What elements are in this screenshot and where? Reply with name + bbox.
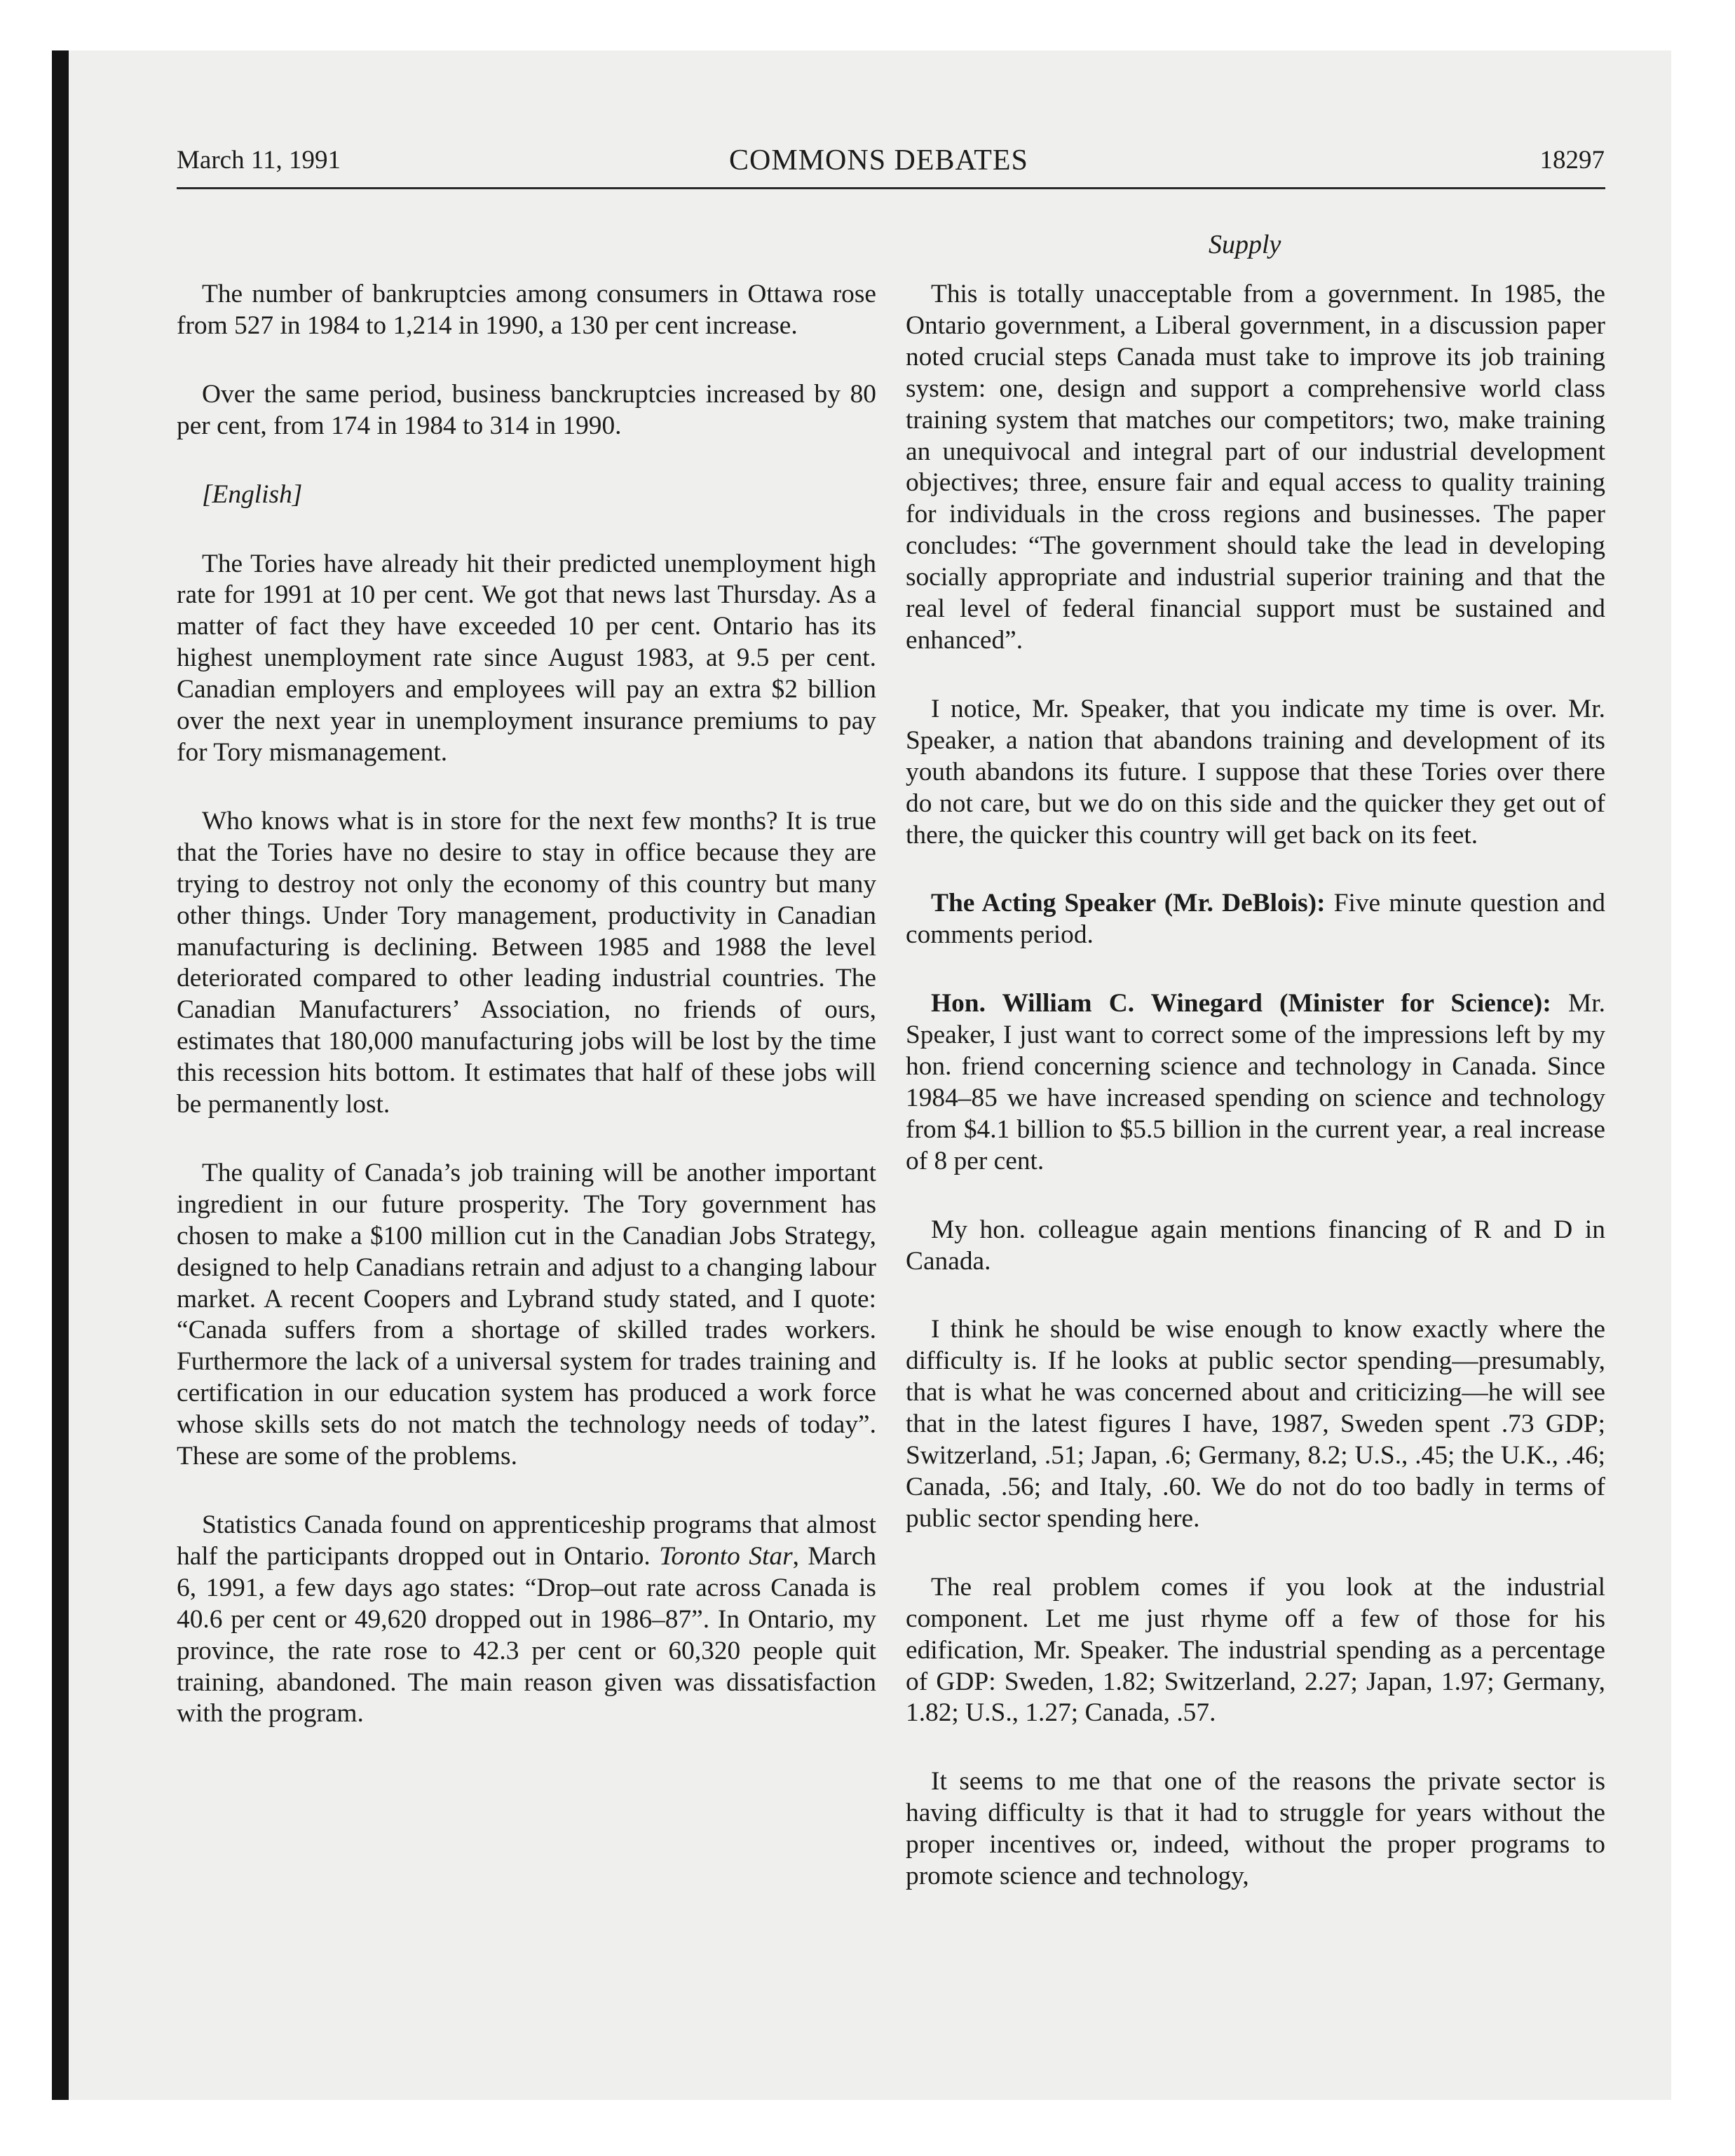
header-date: March 11, 1991 <box>177 146 341 175</box>
paragraph-text: Statistics Canada found on apprenticeship programs that almost half the participants dropped out in Ontario. <box>177 1510 876 1571</box>
language-tag <box>177 479 876 511</box>
speaker-paragraph <box>906 888 1605 951</box>
paragraph-text: Five minute question and comments period. <box>906 889 1605 950</box>
speaker-name: Hon. William C. Winegard (Minister for Science): <box>931 989 1551 1018</box>
paragraph: The number of bankruptcies among consumers in Ottawa rose from 527 in 1984 to 1,214 in 1990, a 130 per cent increase. <box>177 280 876 340</box>
language-tag-text: [English] <box>202 479 303 509</box>
paragraph: Over the same period, business banckruptcies increased by 80 per cent, from 174 in 1984 to 314 in 1990. <box>177 379 876 440</box>
paragraph <box>177 1510 876 1730</box>
paragraph-text: Mr. Speaker, I just want to correct some of the impressions left by my hon. friend concerning science and technology in Canada. Since 1984–85 we have increased spending on science and technology from $4.1 billion to $5.5 billion in the current year, a real increase of 8 per cent. <box>906 989 1605 1175</box>
scan-shadow-edge <box>52 50 69 2100</box>
paragraph: It seems to me that one of the reasons the private sector is having difficulty is that it had to struggle for years without the proper incentives or, indeed, without the proper programs to promote science and technology, <box>906 1767 1605 1891</box>
section-label: Supply <box>1209 230 1281 259</box>
paragraph: The Tories have already hit their predicted unemployment high rate for 1991 at 10 per cent. We got that news last Thursday. As a matter of fact they have exceeded 10 per cent. Ontario has its highest unemployment rate since August 1983, at 9.5 per cent. Canadian employers and employees will pay an extra $2 billion over the next year in unemployment insurance premiums to pay for Tory mismanagement. <box>177 549 876 767</box>
right-column <box>906 279 1605 1930</box>
header-publication: COMMONS DEBATES <box>729 144 1028 177</box>
paragraph: I think he should be wise enough to know exactly where the difficulty is. If he looks at public sector spending—presumably, that is what he was concerned about and criticizing—he will see that in the latest figures I have, 1987, Sweden spent .73 GDP; Switzerland, .51; Japan, .6; Germany, 8.2; U.S., .45; the U.K., .46; Canada, .56; and Italy, .60. We do not do too badly in terms of public sector spending here. <box>906 1315 1605 1533</box>
paragraph: The quality of Canada’s job training will be another important ingredient in our future prosperity. The Tory government has chosen to make a $100 million cut in the Canadian Jobs Strategy, designed to help Canadians retrain and adjust to a changing labour market. A recent Coopers and Lybrand study stated, and I quote: “Canada suffers from a shortage of skilled trades workers. Furthermore the lack of a universal system for trades training and certification in our education system has produced a work force whose skills sets do not match the technology needs of today”. These are some of the problems. <box>177 1158 876 1471</box>
header-rule <box>177 187 1605 189</box>
left-column <box>177 279 876 1767</box>
paragraph-text: , March 6, 1991, a few days ago states: “Drop–out rate across Canada is 40.6 per cent or 49,620 dropped out in 1986–87”. In Ontario, my province, the rate rose to 42.3 per cent or 60,320 people quit training, abandoned. The main reason given was dissatisfaction with the program. <box>177 1541 877 1728</box>
newspaper-title: Toronto Star <box>659 1541 793 1571</box>
paragraph: The real problem comes if you look at the industrial component. Let me just rhyme off a few of those for his edification, Mr. Speaker. The industrial spending as a percentage of GDP: Sweden, 1.82; Switzerland, 2.27; Japan, 1.97; Germany, 1.82; U.S., 1.27; Canada, .57. <box>906 1572 1605 1728</box>
paragraph: My hon. colleague again mentions financing of R and D in Canada. <box>906 1215 1605 1276</box>
paragraph: Who knows what is in store for the next few months? It is true that the Tories have no desire to stay in office because they are trying to destroy not only the economy of this country but many other things. Under Tory management, productivity in Canadian manufacturing is declining. Between 1985 and 1988 the level deteriorated compared to other leading industrial countries. The Canadian Manufacturers’ Association, no friends of ours, estimates that 180,000 manufacturing jobs will be lost by the time this recession hits bottom. It estimates that half of these jobs will be permanently lost. <box>177 806 876 1119</box>
speaker-paragraph <box>906 988 1605 1177</box>
paragraph: This is totally unacceptable from a government. In 1985, the Ontario government, a Liberal government, in a discussion paper noted crucial steps Canada must take to improve its job training system: one, design and support a comprehensive world class training system that matches our competitors; two, make training an unequivocal and integral part of our industrial development objectives; three, ensure fair and equal access to quality training for individuals in the cross regions and businesses. The paper concludes: “The government should take the lead in developing socially appropriate and industrial superior training and that the real level of federal financial support must be sustained and enhanced”. <box>906 280 1605 655</box>
speaker-name: The Acting Speaker (Mr. DeBlois): <box>931 889 1326 918</box>
header-page-number: 18297 <box>1539 146 1605 175</box>
paragraph: I notice, Mr. Speaker, that you indicate my time is over. Mr. Speaker, a nation that abandons training and development of its youth abandons its future. I suppose that these Tories over there do not care, but we do on this side and the quicker they get out of there, the quicker this country will get back on its feet. <box>906 694 1605 850</box>
